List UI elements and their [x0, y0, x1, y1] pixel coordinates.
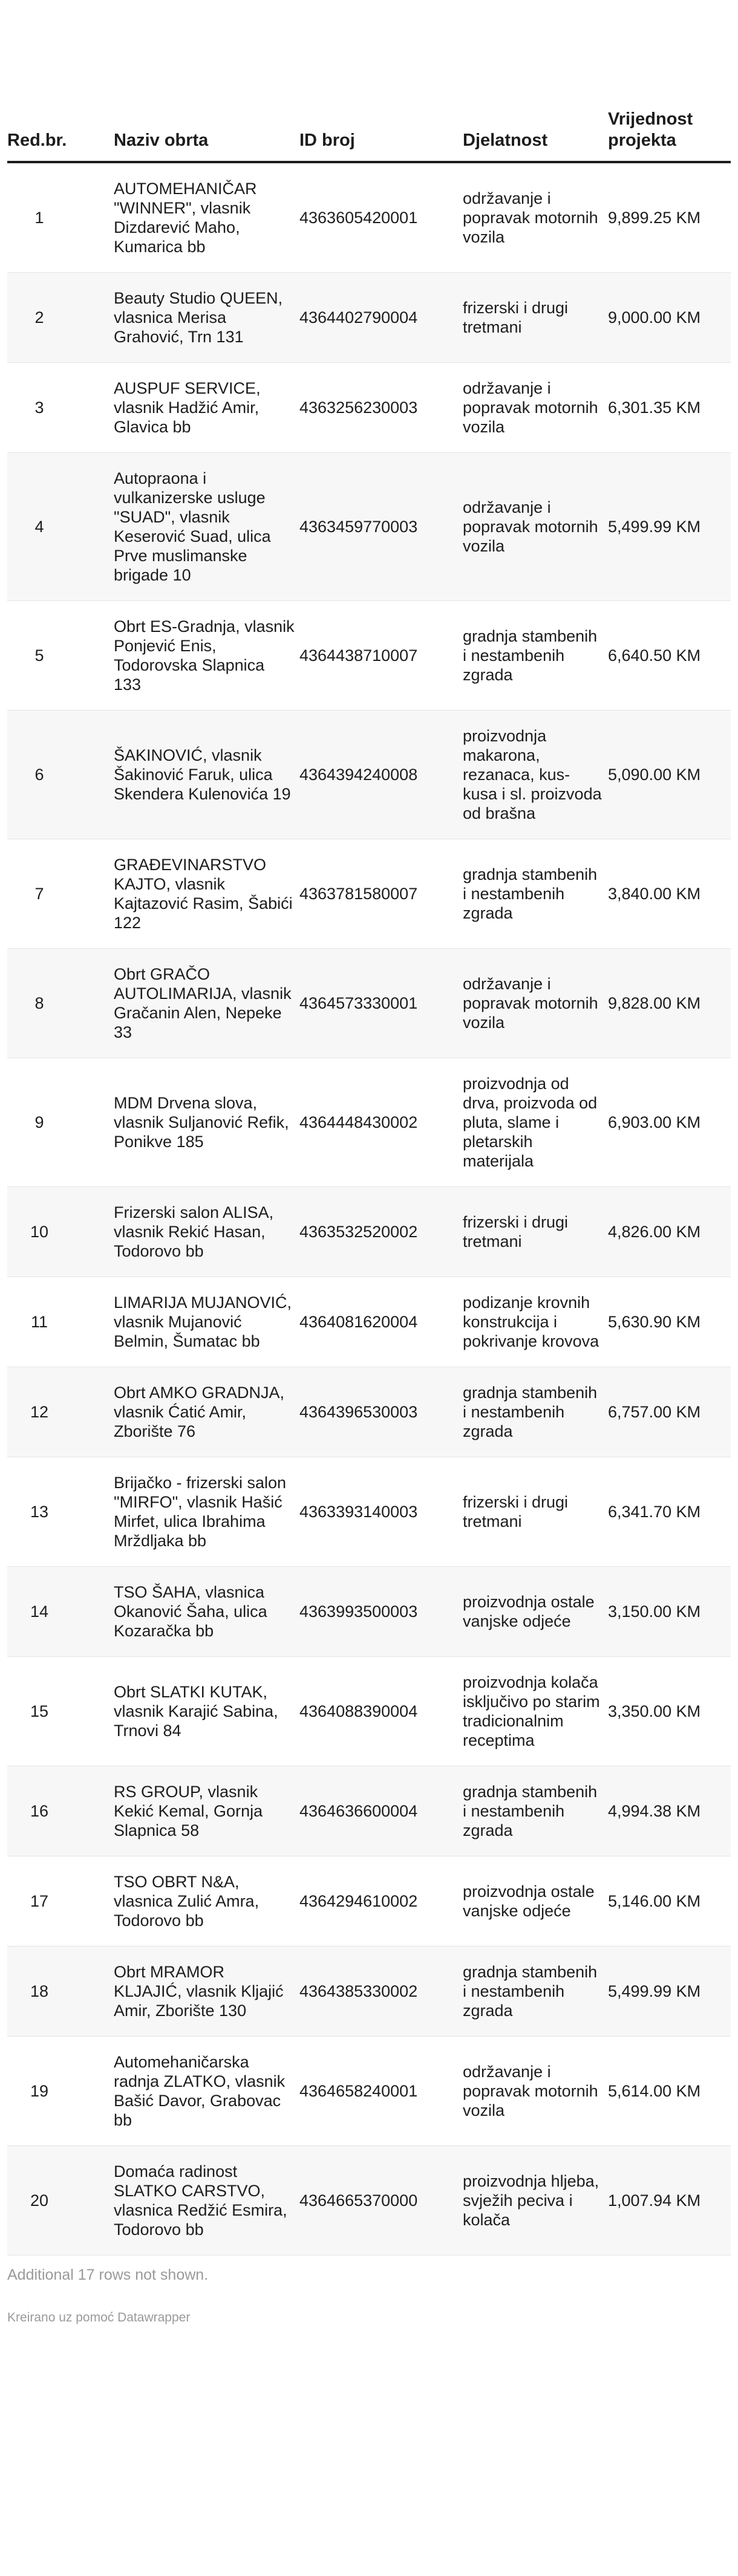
cell-id-broj: 4364636600004: [299, 1766, 463, 1856]
cell-red-br: 2: [7, 273, 114, 363]
cell-naziv-obrta: Domaća radinost SLATKO CARSTVO, vlasnica Redžić Esmira, Todorovo bb: [114, 2146, 299, 2256]
cell-djelatnost: proizvodnja makarona, rezanaca, kus-kusa i sl. proizvoda od brašna: [463, 711, 608, 839]
table-row: [7, 1367, 731, 1457]
table-row: [7, 1766, 731, 1856]
table-row: [7, 453, 731, 601]
cell-vrijednost: 6,301.35 KM: [608, 363, 731, 453]
cell-djelatnost: gradnja stambenih i nestambenih zgrada: [463, 839, 608, 949]
cell-vrijednost: 4,994.38 KM: [608, 1766, 731, 1856]
cell-naziv-obrta: Obrt AMKO GRADNJA, vlasnik Ćatić Amir, Zborište 76: [114, 1367, 299, 1457]
cell-djelatnost: proizvodnja ostale vanjske odjeće: [463, 1567, 608, 1657]
cell-red-br: 10: [7, 1187, 114, 1277]
cell-djelatnost: održavanje i popravak motornih vozila: [463, 453, 608, 601]
cell-djelatnost: gradnja stambenih i nestambenih zgrada: [463, 1367, 608, 1457]
cell-naziv-obrta: MDM Drvena slova, vlasnik Suljanović Refik, Ponikve 185: [114, 1058, 299, 1187]
cell-vrijednost: 5,146.00 KM: [608, 1856, 731, 1947]
column-header-vrijednost-projekta[interactable]: Vrijednost projekta: [608, 109, 731, 162]
cell-vrijednost: 5,499.99 KM: [608, 453, 731, 601]
cell-naziv-obrta: Autopraona i vulkanizerske usluge "SUAD", vlasnik Keserović Suad, ulica Prve muslimanske brigade 10: [114, 453, 299, 601]
table-body: [7, 162, 731, 2256]
table-row: [7, 2037, 731, 2146]
table-row: [7, 1457, 731, 1567]
cell-vrijednost: 9,828.00 KM: [608, 949, 731, 1058]
cell-djelatnost: proizvodnja ostale vanjske odjeće: [463, 1856, 608, 1947]
cell-vrijednost: 5,090.00 KM: [608, 711, 731, 839]
cell-vrijednost: 6,640.50 KM: [608, 601, 731, 711]
cell-naziv-obrta: TSO OBRT N&A, vlasnica Zulić Amra, Todorovo bb: [114, 1856, 299, 1947]
cell-red-br: 7: [7, 839, 114, 949]
cell-naziv-obrta: Automehaničarska radnja ZLATKO, vlasnik Bašić Davor, Grabovac bb: [114, 2037, 299, 2146]
cell-red-br: 14: [7, 1567, 114, 1657]
column-header-naziv-obrta[interactable]: Naziv obrta: [114, 109, 299, 162]
table-row: [7, 2146, 731, 2256]
cell-id-broj: 4363256230003: [299, 363, 463, 453]
cell-naziv-obrta: Brijačko - frizerski salon "MIRFO", vlasnik Hašić Mirfet, ulica Ibrahima Mrždljaka bb: [114, 1457, 299, 1567]
cell-djelatnost: podizanje krovnih konstrukcija i pokrivanje krovova: [463, 1277, 608, 1367]
table-row: [7, 273, 731, 363]
cell-red-br: 20: [7, 2146, 114, 2256]
table-row: [7, 1567, 731, 1657]
cell-djelatnost: gradnja stambenih i nestambenih zgrada: [463, 1766, 608, 1856]
cell-id-broj: 4364573330001: [299, 949, 463, 1058]
cell-djelatnost: proizvodnja hljeba, svježih peciva i kolača: [463, 2146, 608, 2256]
cell-djelatnost: gradnja stambenih i nestambenih zgrada: [463, 601, 608, 711]
cell-id-broj: 4363459770003: [299, 453, 463, 601]
cell-red-br: 13: [7, 1457, 114, 1567]
cell-djelatnost: održavanje i popravak motornih vozila: [463, 2037, 608, 2146]
column-header-djelatnost[interactable]: Djelatnost: [463, 109, 608, 162]
cell-id-broj: 4363993500003: [299, 1567, 463, 1657]
cell-naziv-obrta: RS GROUP, vlasnik Kekić Kemal, Gornja Slapnica 58: [114, 1766, 299, 1856]
table-row: [7, 1856, 731, 1947]
cell-djelatnost: održavanje i popravak motornih vozila: [463, 162, 608, 273]
cell-red-br: 8: [7, 949, 114, 1058]
cell-id-broj: 4364448430002: [299, 1058, 463, 1187]
rows-hidden-note: Additional 17 rows not shown.: [7, 2266, 209, 2283]
table-row: [7, 839, 731, 949]
cell-naziv-obrta: GRAĐEVINARSTVO KAJTO, vlasnik Kajtazović Rasim, Šabići 122: [114, 839, 299, 949]
cell-naziv-obrta: LIMARIJA MUJANOVIĆ, vlasnik Mujanović Belmin, Šumatac bb: [114, 1277, 299, 1367]
cell-red-br: 17: [7, 1856, 114, 1947]
cell-vrijednost: 1,007.94 KM: [608, 2146, 731, 2256]
cell-naziv-obrta: Obrt ES-Gradnja, vlasnik Ponjević Enis, Todorovska Slapnica 133: [114, 601, 299, 711]
table-container: [7, 0, 731, 2325]
cell-red-br: 16: [7, 1766, 114, 1856]
cell-red-br: 11: [7, 1277, 114, 1367]
cell-vrijednost: 9,000.00 KM: [608, 273, 731, 363]
cell-id-broj: 4364396530003: [299, 1367, 463, 1457]
cell-djelatnost: frizerski i drugi tretmani: [463, 1187, 608, 1277]
cell-vrijednost: 9,899.25 KM: [608, 162, 731, 273]
cell-naziv-obrta: AUTOMEHANIČAR "WINNER", vlasnik Dizdarević Maho, Kumarica bb: [114, 162, 299, 273]
cell-red-br: 1: [7, 162, 114, 273]
cell-red-br: 6: [7, 711, 114, 839]
cell-naziv-obrta: Obrt MRAMOR KLJAJIĆ, vlasnik Kljajić Amir, Zborište 130: [114, 1947, 299, 2037]
cell-id-broj: 4364402790004: [299, 273, 463, 363]
cell-red-br: 19: [7, 2037, 114, 2146]
cell-naziv-obrta: Beauty Studio QUEEN, vlasnica Merisa Grahović, Trn 131: [114, 273, 299, 363]
cell-vrijednost: 3,150.00 KM: [608, 1567, 731, 1657]
table-row: [7, 1947, 731, 2037]
cell-vrijednost: 4,826.00 KM: [608, 1187, 731, 1277]
table-row: [7, 1277, 731, 1367]
cell-red-br: 3: [7, 363, 114, 453]
cell-red-br: 9: [7, 1058, 114, 1187]
cell-id-broj: 4364658240001: [299, 2037, 463, 2146]
cell-djelatnost: frizerski i drugi tretmani: [463, 1457, 608, 1567]
cell-id-broj: 4364665370000: [299, 2146, 463, 2256]
cell-id-broj: 4364438710007: [299, 601, 463, 711]
column-header-id-broj[interactable]: ID broj: [299, 109, 463, 162]
cell-vrijednost: 6,341.70 KM: [608, 1457, 731, 1567]
data-table: [7, 109, 731, 2256]
cell-naziv-obrta: Frizerski salon ALISA, vlasnik Rekić Hasan, Todorovo bb: [114, 1187, 299, 1277]
table-row: [7, 162, 731, 273]
table-header: [7, 109, 731, 162]
cell-naziv-obrta: TSO ŠAHA, vlasnica Okanović Šaha, ulica Kozaračka bb: [114, 1567, 299, 1657]
cell-naziv-obrta: ŠAKINOVIĆ, vlasnik Šakinović Faruk, ulica Skendera Kulenovića 19: [114, 711, 299, 839]
cell-djelatnost: proizvodnja od drva, proizvoda od pluta, slame i pletarskih materijala: [463, 1058, 608, 1187]
cell-id-broj: 4363605420001: [299, 162, 463, 273]
cell-naziv-obrta: AUSPUF SERVICE, vlasnik Hadžić Amir, Glavica bb: [114, 363, 299, 453]
cell-vrijednost: 5,630.90 KM: [608, 1277, 731, 1367]
table-row: [7, 363, 731, 453]
cell-red-br: 15: [7, 1657, 114, 1766]
cell-id-broj: 4364088390004: [299, 1657, 463, 1766]
cell-id-broj: 4364394240008: [299, 711, 463, 839]
cell-naziv-obrta: Obrt GRAČO AUTOLIMARIJA, vlasnik Gračanin Alen, Nepeke 33: [114, 949, 299, 1058]
header-row: [7, 109, 731, 162]
cell-djelatnost: održavanje i popravak motornih vozila: [463, 949, 608, 1058]
cell-id-broj: 4363532520002: [299, 1187, 463, 1277]
table-row: [7, 601, 731, 711]
cell-djelatnost: gradnja stambenih i nestambenih zgrada: [463, 1947, 608, 2037]
cell-djelatnost: frizerski i drugi tretmani: [463, 273, 608, 363]
cell-red-br: 5: [7, 601, 114, 711]
column-header-red-br[interactable]: Red.br.: [7, 109, 114, 162]
cell-vrijednost: 3,350.00 KM: [608, 1657, 731, 1766]
cell-id-broj: 4364294610002: [299, 1856, 463, 1947]
cell-naziv-obrta: Obrt SLATKI KUTAK, vlasnik Karajić Sabina, Trnovi 84: [114, 1657, 299, 1766]
cell-djelatnost: proizvodnja kolača isključivo po starim tradicionalnim receptima: [463, 1657, 608, 1766]
cell-vrijednost: 5,499.99 KM: [608, 1947, 731, 2037]
table-row: [7, 1058, 731, 1187]
table-row: [7, 711, 731, 839]
cell-id-broj: 4363393140003: [299, 1457, 463, 1567]
cell-red-br: 18: [7, 1947, 114, 2037]
cell-vrijednost: 6,757.00 KM: [608, 1367, 731, 1457]
table-row: [7, 1657, 731, 1766]
cell-id-broj: 4363781580007: [299, 839, 463, 949]
cell-red-br: 12: [7, 1367, 114, 1457]
table-row: [7, 949, 731, 1058]
table-row: [7, 1187, 731, 1277]
cell-red-br: 4: [7, 453, 114, 601]
cell-id-broj: 4364385330002: [299, 1947, 463, 2037]
cell-vrijednost: 5,614.00 KM: [608, 2037, 731, 2146]
cell-djelatnost: održavanje i popravak motornih vozila: [463, 363, 608, 453]
cell-vrijednost: 6,903.00 KM: [608, 1058, 731, 1187]
cell-vrijednost: 3,840.00 KM: [608, 839, 731, 949]
cell-id-broj: 4364081620004: [299, 1277, 463, 1367]
datawrapper-credit: Kreirano uz pomoć Datawrapper: [7, 2311, 191, 2324]
